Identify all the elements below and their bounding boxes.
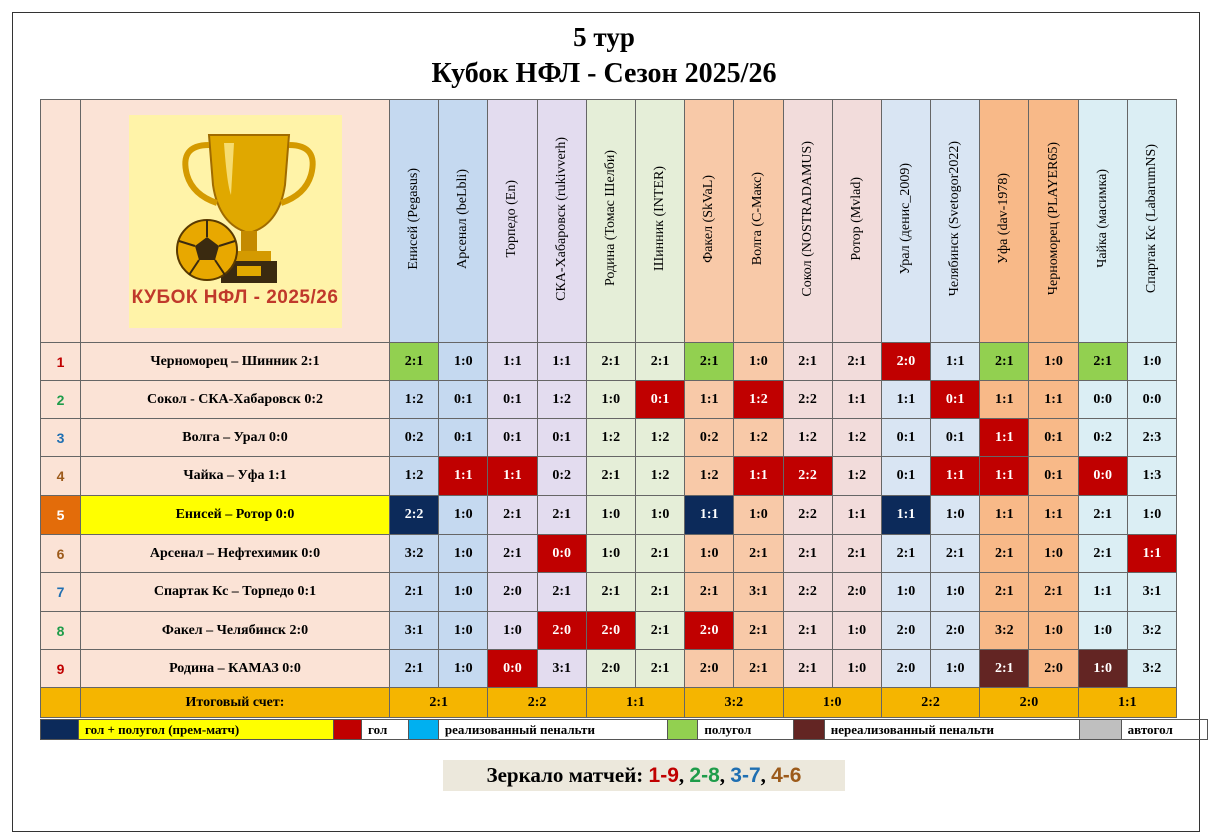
prediction-cell: 2:0 <box>586 612 635 650</box>
prediction-cell: 1:1 <box>1029 381 1078 419</box>
mirror-pair: 3-7 <box>730 764 761 787</box>
prediction-cell: 1:1 <box>832 381 881 419</box>
participant-name: Волга (C-Макс) <box>750 171 766 266</box>
prediction-cell: 1:0 <box>586 535 635 573</box>
mirror-pair: 1-9 <box>648 764 679 787</box>
participant-name: Родина (Томас Шелби) <box>602 150 618 287</box>
prediction-cell: 2:2 <box>783 381 832 419</box>
prediction-cell: 2:1 <box>685 343 734 381</box>
prediction-cell: 1:2 <box>390 381 439 419</box>
participant-name: Урал (денис_2009) <box>897 162 913 275</box>
prediction-cell: 1:2 <box>390 457 439 496</box>
participant-header <box>980 100 1029 343</box>
prediction-cell: 2:1 <box>783 612 832 650</box>
prediction-cell: 1:1 <box>931 457 980 496</box>
prediction-cell: 1:2 <box>635 419 684 457</box>
participant-header <box>1078 100 1127 343</box>
prediction-cell: 1:0 <box>734 496 783 535</box>
participant-name: Шинник (INTER) <box>652 166 668 271</box>
header-row <box>41 100 1177 343</box>
prediction-cell: 2:0 <box>931 612 980 650</box>
prediction-cell: 2:1 <box>390 650 439 688</box>
prediction-cell: 2:0 <box>832 573 881 612</box>
legend-swatch <box>794 720 824 740</box>
prediction-cell: 1:0 <box>488 612 537 650</box>
mirror-matches <box>443 760 845 791</box>
prediction-cell: 2:1 <box>734 650 783 688</box>
prediction-cell: 1:0 <box>931 650 980 688</box>
prediction-cell: 2:1 <box>783 535 832 573</box>
corner-cell <box>41 100 81 343</box>
match-row <box>41 535 1177 573</box>
prediction-cell: 2:1 <box>1078 496 1127 535</box>
prediction-cell: 1:0 <box>586 381 635 419</box>
prediction-cell: 2:1 <box>537 573 586 612</box>
mirror-pair: 4-6 <box>771 764 802 787</box>
prediction-cell: 2:0 <box>881 650 930 688</box>
prediction-cell: 2:2 <box>783 573 832 612</box>
prediction-cell: 1:0 <box>832 650 881 688</box>
participant-header <box>586 100 635 343</box>
prediction-cell: 2:1 <box>734 535 783 573</box>
legend-label: автогол <box>1121 720 1207 740</box>
prediction-cell: 1:2 <box>734 419 783 457</box>
prediction-cell: 1:0 <box>734 343 783 381</box>
participant-header <box>881 100 930 343</box>
prediction-cell: 1:0 <box>1127 343 1176 381</box>
team-total-score: 2:2 <box>488 688 586 718</box>
legend-swatch <box>41 720 79 740</box>
prediction-cell: 1:1 <box>1127 535 1176 573</box>
participant-name: Торпедо (En) <box>504 179 520 258</box>
legend-label: полугол <box>698 720 794 740</box>
prediction-cell: 2:0 <box>881 612 930 650</box>
participant-header <box>931 100 980 343</box>
prediction-cell: 2:0 <box>881 343 930 381</box>
match-row <box>41 419 1177 457</box>
prediction-cell: 2:1 <box>1078 535 1127 573</box>
legend-label: гол <box>362 720 409 740</box>
prediction-cell: 1:1 <box>537 343 586 381</box>
page-title: 5 тур <box>573 22 635 52</box>
prediction-cell: 1:0 <box>439 650 488 688</box>
legend <box>40 719 1208 740</box>
mirror-label: Зеркало матчей: <box>486 763 644 787</box>
prediction-cell: 0:1 <box>439 381 488 419</box>
prediction-cell: 0:1 <box>635 381 684 419</box>
match-number: 7 <box>41 573 81 612</box>
participant-name: Енисей (Pegasus) <box>406 167 422 270</box>
participant-header <box>685 100 734 343</box>
prediction-cell: 2:1 <box>390 343 439 381</box>
prediction-cell: 2:3 <box>1127 419 1176 457</box>
match-row <box>41 496 1177 535</box>
prediction-cell: 1:1 <box>980 381 1029 419</box>
match-name: Сокол - СКА-Хабаровск 0:2 <box>81 381 390 419</box>
match-row <box>41 573 1177 612</box>
prediction-cell: 2:1 <box>1029 573 1078 612</box>
match-row <box>41 612 1177 650</box>
prediction-cell: 3:1 <box>390 612 439 650</box>
prediction-cell: 2:1 <box>635 650 684 688</box>
prediction-cell: 1:1 <box>685 381 734 419</box>
prediction-cell: 2:1 <box>635 343 684 381</box>
prediction-cell: 2:1 <box>537 496 586 535</box>
logo-cell <box>81 100 390 343</box>
prediction-cell: 1:2 <box>537 381 586 419</box>
participant-header <box>832 100 881 343</box>
prediction-cell: 1:0 <box>832 612 881 650</box>
match-number: 9 <box>41 650 81 688</box>
prediction-cell: 1:2 <box>832 457 881 496</box>
prediction-cell: 0:0 <box>1078 381 1127 419</box>
prediction-cell: 1:3 <box>1127 457 1176 496</box>
prediction-cell: 2:1 <box>390 573 439 612</box>
prediction-cell: 1:1 <box>881 381 930 419</box>
participant-header <box>488 100 537 343</box>
match-name: Черноморец – Шинник 2:1 <box>81 343 390 381</box>
prediction-cell: 2:1 <box>980 535 1029 573</box>
match-row <box>41 457 1177 496</box>
prediction-cell: 2:2 <box>390 496 439 535</box>
prediction-cell: 1:0 <box>881 573 930 612</box>
participant-name: СКА-Хабаровск (rukivverh) <box>553 136 569 301</box>
prediction-cell: 2:1 <box>980 343 1029 381</box>
team-total-score: 1:1 <box>1078 688 1176 718</box>
prediction-cell: 2:1 <box>832 535 881 573</box>
prediction-cell: 2:1 <box>685 573 734 612</box>
prediction-cell: 3:2 <box>980 612 1029 650</box>
prediction-cell: 2:1 <box>586 573 635 612</box>
totals-row <box>41 688 1177 718</box>
prediction-cell: 0:0 <box>1078 457 1127 496</box>
prediction-cell: 3:2 <box>1127 650 1176 688</box>
prediction-cell: 1:1 <box>832 496 881 535</box>
prediction-cell: 1:1 <box>931 343 980 381</box>
prediction-cell: 1:0 <box>685 535 734 573</box>
match-name: Родина – КАМАЗ 0:0 <box>81 650 390 688</box>
prediction-cell: 1:1 <box>734 457 783 496</box>
match-row <box>41 650 1177 688</box>
match-number: 1 <box>41 343 81 381</box>
prediction-cell: 2:2 <box>783 496 832 535</box>
prediction-cell: 1:1 <box>685 496 734 535</box>
prediction-cell: 2:1 <box>734 612 783 650</box>
team-total-score: 1:0 <box>783 688 881 718</box>
match-name: Арсенал – Нефтехимик 0:0 <box>81 535 390 573</box>
match-name: Волга – Урал 0:0 <box>81 419 390 457</box>
prediction-cell: 0:2 <box>390 419 439 457</box>
participant-header <box>783 100 832 343</box>
mirror-pairs: 1-9, 2-8, 3-7, 4-6 <box>648 763 802 787</box>
match-row <box>41 343 1177 381</box>
cup-logo <box>129 115 342 328</box>
match-name: Факел – Челябинск 2:0 <box>81 612 390 650</box>
prediction-cell: 2:1 <box>832 343 881 381</box>
prediction-cell: 2:1 <box>881 535 930 573</box>
prediction-cell: 1:0 <box>931 496 980 535</box>
prediction-cell: 0:2 <box>685 419 734 457</box>
prediction-cell: 1:1 <box>488 343 537 381</box>
prediction-cell: 0:0 <box>537 535 586 573</box>
prediction-cell: 0:1 <box>488 381 537 419</box>
prediction-cell: 0:0 <box>1127 381 1176 419</box>
prediction-cell: 1:0 <box>635 496 684 535</box>
match-number: 2 <box>41 381 81 419</box>
prediction-cell: 1:1 <box>488 457 537 496</box>
team-total-score: 2:2 <box>881 688 979 718</box>
prediction-cell: 1:1 <box>980 419 1029 457</box>
team-total-score: 3:2 <box>685 688 783 718</box>
prediction-cell: 2:1 <box>488 496 537 535</box>
totals-blank <box>41 688 81 718</box>
prediction-cell: 2:1 <box>586 457 635 496</box>
prediction-cell: 2:1 <box>1078 343 1127 381</box>
totals-label: Итоговый счет: <box>81 688 390 718</box>
prediction-cell: 1:1 <box>980 457 1029 496</box>
legend-swatch <box>333 720 361 740</box>
prediction-cell: 1:2 <box>635 457 684 496</box>
participant-header <box>635 100 684 343</box>
match-name: Енисей – Ротор 0:0 <box>81 496 390 535</box>
prediction-cell: 1:0 <box>1029 612 1078 650</box>
prediction-cell: 2:1 <box>783 343 832 381</box>
prediction-cell: 1:1 <box>1029 496 1078 535</box>
participant-header <box>439 100 488 343</box>
prediction-cell: 2:0 <box>685 650 734 688</box>
prediction-cell: 1:0 <box>1078 650 1127 688</box>
participant-header <box>390 100 439 343</box>
participant-header <box>1029 100 1078 343</box>
prediction-cell: 1:0 <box>1078 612 1127 650</box>
team-total-score: 2:1 <box>390 688 488 718</box>
participant-name: Черноморец (PLAYER65) <box>1045 141 1061 296</box>
match-number: 8 <box>41 612 81 650</box>
prediction-cell: 1:0 <box>1127 496 1176 535</box>
prediction-cell: 3:2 <box>1127 612 1176 650</box>
match-number: 4 <box>41 457 81 496</box>
match-number: 3 <box>41 419 81 457</box>
prediction-cell: 1:0 <box>1029 535 1078 573</box>
participant-header <box>537 100 586 343</box>
mirror-pair: 2-8 <box>689 764 720 787</box>
prediction-cell: 2:0 <box>685 612 734 650</box>
prediction-cell: 0:0 <box>488 650 537 688</box>
legend-swatch <box>668 720 698 740</box>
participant-name: Арсенал (beLbli) <box>455 168 471 269</box>
prediction-cell: 1:0 <box>931 573 980 612</box>
prediction-cell: 1:0 <box>439 496 488 535</box>
prediction-cell: 1:0 <box>439 573 488 612</box>
logo-text: КУБОК НФЛ - 2025/26 <box>131 286 339 308</box>
participant-name: Факел (SkVaL) <box>701 174 717 263</box>
prediction-cell: 2:1 <box>783 650 832 688</box>
prediction-cell: 2:0 <box>1029 650 1078 688</box>
participant-name: Сокол (NOSTRADAMUS) <box>799 140 815 297</box>
participant-name: Спартак Кс (LabarumNS) <box>1143 143 1159 294</box>
match-name: Чайка – Уфа 1:1 <box>81 457 390 496</box>
prediction-cell: 1:1 <box>881 496 930 535</box>
prediction-cell: 1:2 <box>832 419 881 457</box>
legend-swatch <box>1079 720 1121 740</box>
participant-name: Ротор (Mvlad) <box>848 176 864 261</box>
predictions-table <box>40 99 1177 718</box>
prediction-cell: 2:1 <box>635 612 684 650</box>
prediction-cell: 2:1 <box>635 535 684 573</box>
prediction-cell: 2:1 <box>980 573 1029 612</box>
prediction-cell: 1:0 <box>586 496 635 535</box>
prediction-cell: 1:1 <box>439 457 488 496</box>
prediction-cell: 0:1 <box>1029 457 1078 496</box>
prediction-cell: 0:1 <box>439 419 488 457</box>
prediction-cell: 1:0 <box>1029 343 1078 381</box>
prediction-cell: 2:2 <box>783 457 832 496</box>
prediction-cell: 0:1 <box>881 457 930 496</box>
prediction-cell: 2:0 <box>586 650 635 688</box>
prediction-cell: 0:1 <box>488 419 537 457</box>
prediction-cell: 3:1 <box>537 650 586 688</box>
match-number: 6 <box>41 535 81 573</box>
prediction-cell: 2:0 <box>537 612 586 650</box>
participant-name: Челябинск (Svetogor2022) <box>947 140 963 297</box>
prediction-cell: 3:2 <box>390 535 439 573</box>
prediction-cell: 1:2 <box>783 419 832 457</box>
match-number: 5 <box>41 496 81 535</box>
prediction-cell: 2:1 <box>586 343 635 381</box>
prediction-cell: 0:1 <box>931 381 980 419</box>
participant-name: Уфа (dav-1978) <box>996 173 1012 264</box>
prediction-cell: 2:1 <box>980 650 1029 688</box>
prediction-cell: 1:2 <box>586 419 635 457</box>
prediction-cell: 1:1 <box>1078 573 1127 612</box>
team-total-score: 1:1 <box>586 688 684 718</box>
prediction-cell: 2:1 <box>635 573 684 612</box>
participant-header <box>1127 100 1176 343</box>
prediction-cell: 0:1 <box>1029 419 1078 457</box>
prediction-cell: 3:1 <box>1127 573 1176 612</box>
prediction-cell: 1:1 <box>980 496 1029 535</box>
prediction-cell: 0:1 <box>881 419 930 457</box>
prediction-cell: 2:1 <box>931 535 980 573</box>
participant-name: Чайка (масимка) <box>1094 169 1110 268</box>
team-total-score: 2:0 <box>980 688 1078 718</box>
prediction-cell: 0:2 <box>1078 419 1127 457</box>
prediction-cell: 0:2 <box>537 457 586 496</box>
participant-header <box>734 100 783 343</box>
prediction-cell: 1:2 <box>685 457 734 496</box>
match-row <box>41 381 1177 419</box>
legend-swatch <box>408 720 438 740</box>
prediction-cell: 2:1 <box>488 535 537 573</box>
legend-label: нереализованный пенальти <box>824 720 1079 740</box>
prediction-cell: 1:0 <box>439 343 488 381</box>
prediction-cell: 1:0 <box>439 612 488 650</box>
legend-label: реализованный пенальти <box>438 720 667 740</box>
page-subtitle: Кубок НФЛ - Сезон 2025/26 <box>431 58 777 89</box>
prediction-cell: 0:1 <box>537 419 586 457</box>
match-name: Спартак Кс – Торпедо 0:1 <box>81 573 390 612</box>
prediction-cell: 0:1 <box>931 419 980 457</box>
prediction-cell: 2:0 <box>488 573 537 612</box>
legend-label: гол + полугол (прем-матч) <box>79 720 334 740</box>
prediction-cell: 3:1 <box>734 573 783 612</box>
prediction-cell: 1:0 <box>439 535 488 573</box>
legend-row <box>41 720 1208 740</box>
prediction-cell: 1:2 <box>734 381 783 419</box>
